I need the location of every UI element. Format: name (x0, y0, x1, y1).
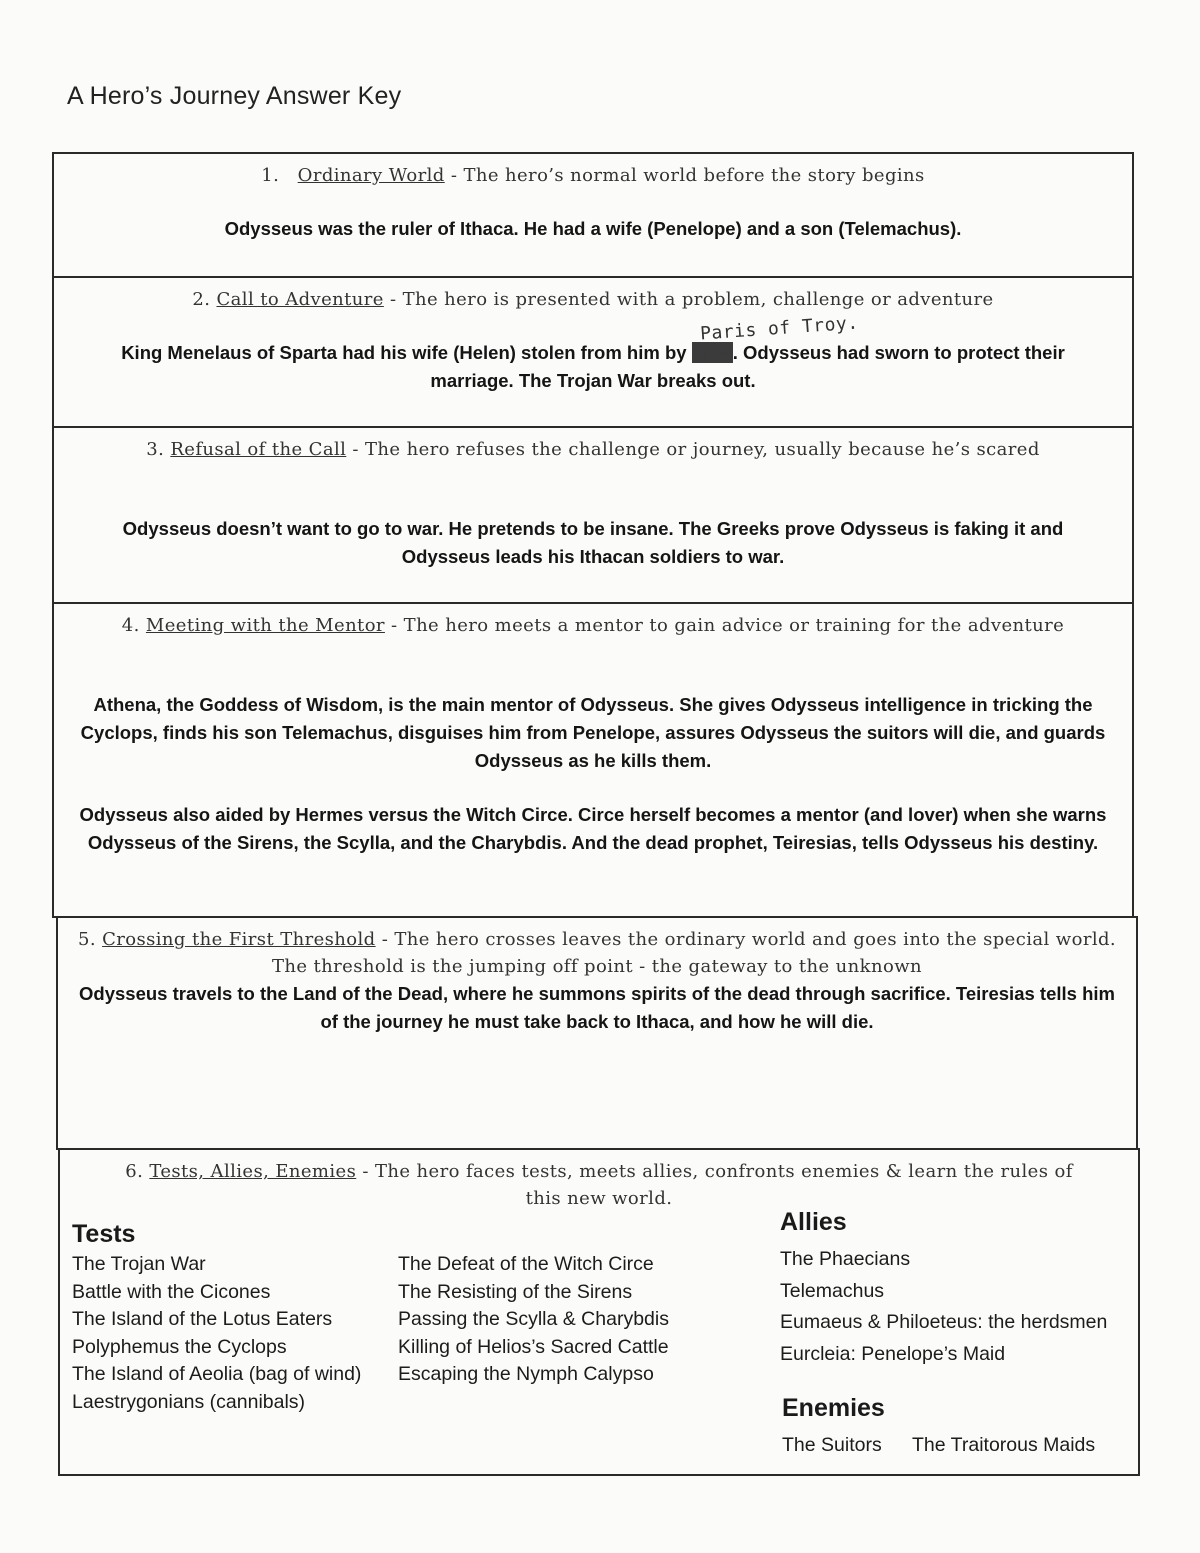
list-item: Eurcleia: Penelope’s Maid (780, 1342, 1006, 1365)
section-description: - The hero meets a mentor to gain advice or training for the adventure (384, 615, 1065, 636)
section-number: 1. (261, 165, 280, 186)
section-header (54, 162, 1132, 189)
section-description: - The hero faces tests, meets allies, confronts enemies & learn the rules of this new world. (356, 1161, 1073, 1209)
list-item: Laestrygonians (cannibals) (72, 1390, 306, 1413)
section-answer-2: Odysseus also aided by Hermes versus the Witch Circe. Circe herself becomes a mentor (and lover) when she warns Odysseus of the Sirens, the Scylla, and the Charybdis. And the dead prophet, Teiresias, tells Odysseus his destiny. (79, 804, 1107, 853)
section-label: Call to Adventure (216, 289, 384, 310)
list-item: Battle with the Cicones (72, 1280, 271, 1303)
section-number: 6. (125, 1161, 144, 1182)
section-header (54, 286, 1132, 313)
section-answer (54, 339, 1132, 395)
list-item: Telemachus (780, 1279, 885, 1302)
list-item: The Island of Aeolia (bag of wind) (72, 1363, 362, 1385)
tests-list-2 (398, 1253, 669, 1391)
list-item: Polyphemus the Cyclops (72, 1335, 287, 1358)
section-answer: Odysseus doesn’t want to go to war. He pretends to be insane. The Greeks prove Odysseus is faking it and Odysseus leads his Ithacan soldiers to war. (122, 518, 1064, 567)
section-label: Crossing the First Threshold (102, 929, 376, 950)
list-item: The Resisting of the Sirens (398, 1280, 633, 1303)
answer-text: . Odysseus had sworn to protect their marriage. The Trojan War breaks out. (430, 342, 1065, 391)
section-description: - The hero’s normal world before the story begins (444, 165, 925, 186)
section-number: 3. (146, 439, 165, 460)
section-label: Meeting with the Mentor (145, 615, 385, 636)
list-item: Eumaeus & Philoeteus: the herdsmen (780, 1311, 1108, 1333)
tests-heading: Tests (72, 1220, 136, 1248)
section-number: 2. (192, 289, 211, 310)
section-number: 4. (121, 615, 140, 636)
section-header (58, 926, 1136, 980)
section-description: - The hero crosses leaves the ordinary world and goes into the special world. The threshold is the jumping off point - the gateway to the unknown (271, 929, 1117, 977)
section-label: Ordinary World (297, 165, 445, 186)
tests-list-1 (72, 1253, 361, 1418)
section-crossing-the-threshold (56, 916, 1138, 1150)
list-item: Escaping the Nymph Calypso (398, 1363, 654, 1385)
allies-list (780, 1248, 1107, 1374)
section-number: 5. (77, 929, 96, 950)
redacted-word: Troy (692, 342, 732, 363)
answer-text: King Menelaus of Sparta had his wife (Helen) stolen from him by (121, 342, 692, 363)
section-label: Refusal of the Call (170, 439, 347, 460)
section-meeting-with-the-mentor (52, 602, 1134, 918)
section-header (54, 612, 1132, 639)
list-item: Killing of Helios’s Sacred Cattle (398, 1335, 669, 1358)
list-item: The Defeat of the Witch Circe (398, 1253, 654, 1275)
page-title: A Hero’s Journey Answer Key (67, 82, 402, 110)
section-description: - The hero is presented with a problem, challenge or adventure (383, 289, 994, 310)
list-item: The Phaecians (780, 1248, 911, 1270)
list-item: The Trojan War (72, 1253, 206, 1275)
section-header (60, 1158, 1138, 1212)
section-answer: Odysseus was the ruler of Ithaca. He had a wife (Penelope) and a son (Telemachus). (224, 218, 962, 239)
section-answer: Odysseus travels to the Land of the Dead, where he summons spirits of the dead through sacrifice. Teiresias tells him of the journey he must take back to Ithaca, and how he will die. (79, 983, 1115, 1032)
section-header (54, 436, 1132, 463)
section-answer: Athena, the Goddess of Wisdom, is the main mentor of Odysseus. She gives Odysseus intelligence in tricking the Cyclops, finds his son Telemachus, disguises him from Penelope, assures Odysseus the suitors will die, and guards Odysseus as he kills them. (80, 694, 1106, 771)
enemies-heading: Enemies (782, 1394, 885, 1422)
section-ordinary-world (52, 152, 1134, 278)
section-call-to-adventure (52, 276, 1134, 428)
list-item: The Island of the Lotus Eaters (72, 1308, 333, 1330)
enemy-item: The Suitors (782, 1434, 882, 1456)
enemy-item: The Traitorous Maids (912, 1434, 1096, 1456)
section-tests-allies-enemies (58, 1148, 1140, 1476)
allies-heading: Allies (780, 1208, 847, 1236)
handwritten-note: Paris of Troy. (699, 312, 860, 345)
section-refusal-of-the-call (52, 426, 1134, 604)
section-description: - The hero refuses the challenge or journey, usually because he’s scared (346, 439, 1040, 460)
section-label: Tests, Allies, Enemies (149, 1161, 357, 1182)
list-item: Passing the Scylla & Charybdis (398, 1308, 669, 1330)
